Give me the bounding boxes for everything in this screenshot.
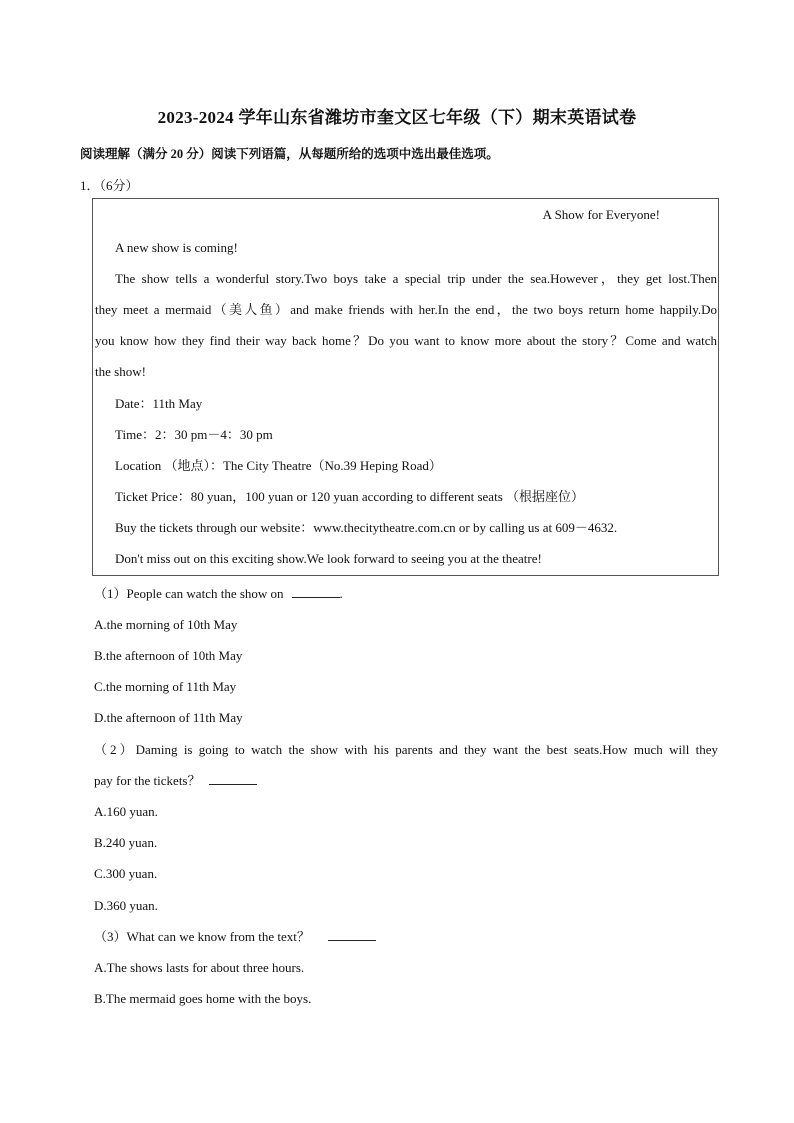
- option-b: B.The mermaid goes home with the boys.: [94, 991, 312, 1006]
- question-number: 1．（6分）: [80, 178, 139, 193]
- option-c: C.300 yuan.: [94, 866, 158, 881]
- option-d: D.the afternoon of 11th May: [94, 710, 243, 725]
- question-stem-text: （3）What can we know from the text？: [94, 929, 310, 944]
- option-a: A.The shows lasts for about three hours.: [94, 960, 305, 975]
- question-stem-cont: [94, 773, 257, 789]
- question-stem: [94, 929, 376, 945]
- question-stem: [94, 586, 343, 602]
- question-stem: （2）Daming is going to watch the show with his parents and they want the best seats.How much will they: [94, 742, 718, 757]
- page-title: 2023-2024 学年山东省潍坊市奎文区七年级（下）期末英语试卷: [157, 108, 637, 127]
- passage-line: you know how they find their way back home？Do you want to know more about the story？Come and watch: [95, 333, 717, 348]
- passage-line: The show tells a wonderful story.Two boys take a special trip under the sea.However，they get lost.Then: [115, 271, 717, 286]
- option-b: B.240 yuan.: [94, 835, 158, 850]
- passage-intro: A new show is coming!: [115, 240, 238, 255]
- question-stem-text: （1）People can watch the show on: [94, 586, 284, 601]
- passage-box: [92, 198, 719, 576]
- option-b: B.the afternoon of 10th May: [94, 648, 243, 663]
- answer-blank: [328, 930, 376, 941]
- option-c: C.the morning of 11th May: [94, 679, 237, 694]
- passage-time: Time：2：30 pm－4：30 pm: [115, 427, 273, 442]
- option-a: A.the morning of 10th May: [94, 617, 238, 632]
- passage-buy-tickets: Buy the tickets through our website：www.thecitytheatre.com.cn or by calling us at 609－4632.: [115, 520, 618, 535]
- option-a: A.160 yuan.: [94, 804, 158, 819]
- answer-blank: [209, 774, 257, 785]
- passage-location: Location （地点）：The City Theatre（No.39 Heping Road）: [115, 458, 442, 473]
- passage-closing: Don't miss out on this exciting show.We look forward to seeing you at the theatre!: [115, 551, 542, 566]
- question-stem-end: .: [339, 586, 343, 601]
- passage-date: Date：11th May: [115, 396, 203, 411]
- passage-line: the show!: [95, 364, 146, 379]
- section-heading: 阅读理解（满分 20 分）阅读下列语篇，从每题所给的选项中选出最佳选项。: [80, 147, 499, 161]
- passage-ticket-price: Ticket Price：80 yuan，100 yuan or 120 yuan according to different seats （根据座位）: [115, 489, 584, 504]
- passage-line: they meet a mermaid（美人鱼）and make friends with her.In the end，the two boys return home happily.Do: [95, 302, 717, 317]
- answer-blank: [292, 587, 340, 598]
- question-stem-text: pay for the tickets？: [94, 773, 201, 788]
- passage-title: A Show for Everyone!: [542, 207, 660, 222]
- option-d: D.360 yuan.: [94, 898, 158, 913]
